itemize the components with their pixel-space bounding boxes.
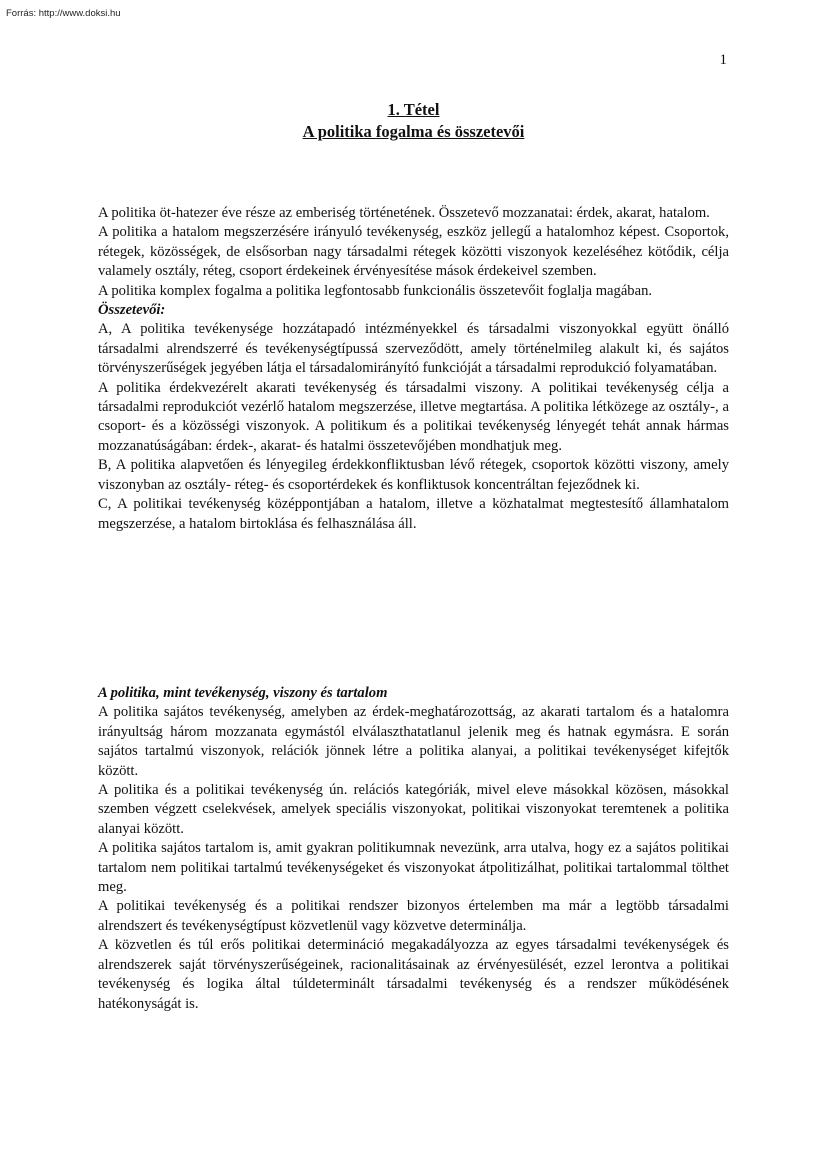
paragraph: A politika a hatalom megszerzésére irányuló tevékenység, eszköz jellegű a hatalomhoz képest. Csoportok, rétegek, közösségek, de elsősorban nagy társadalmi rétegek közötti viszonyok kezeléséhez kötődik, célja valamely osztály, réteg, csoport érdekeinek érvényesítése mások érdekeivel szemben. [98,224,729,280]
section-definition [98,204,729,534]
paragraph: A politika sajátos tartalom is, amit gyakran politikumnak nevezünk, arra utalva, hogy ez a sajátos politikai tartalom nem politikai tartalmú tevékenységeket és viszonyokat átpolitizálhat, politikai tartalommal tölthet meg. [98,840,729,896]
components-heading: Összetevői: [98,302,166,319]
paragraph: A politika és a politikai tevékenység ún. relációs kategóriák, mivel eleve másokkal közösen, másokkal szemben végzett cselekvések, amelyek speciális viszonyokat, politikai viszonyokat teremtenek a politika alanyai között. [98,782,729,837]
paragraph: A politika komplex fogalma a politika legfontosabb funkcionális összetevőit foglalja magában. [98,282,653,299]
section-activity [98,684,729,1014]
source-label: Forrás: http://www.doksi.hu [6,8,121,19]
paragraph: A politikai tevékenység és a politikai rendszer bizonyos értelemben ma már a legtöbb társadalmi alrendszert és tevékenységtípust közvetlenül vagy közvetve determinálja. [98,898,729,934]
component-paragraph: A politika érdekvezérelt akarati tevékenység és társadalmi viszony. A politikai tevékenység célja a társadalmi reprodukciót vezérlő hatalom megszerzése, illetve megtartása. A politika létközege az osztály-, a csoport- és a közösségi viszonyok. A politikum és a politikai tevékenység lényegét tehát annak hármas mozzanatúságában: érdek-, akarat- és hatalmi összetevőjében mondhatjuk meg. [98,379,729,454]
paragraph: A politika öt-hatezer éve része az emberiség történetének. Összetevő mozzanatai: érdek, akarat, hatalom. [98,205,710,221]
title-line-1: 1. Tétel [387,100,440,119]
section-heading: A politika, mint tevékenység, viszony és tartalom [98,685,388,701]
paragraph: A politika sajátos tevékenység, amelyben az érdek-meghatározottság, az akarati tartalom és a hatalomra irányultság három mozzanata egymástól elválaszthatatlanul jelenik meg és hatnak egymásra. E során sajátos tartalmú viszonyok, relációk jönnek létre a politika alanyai, a politikai tevékenységet kifejtők között. [98,704,729,779]
paragraph: A közvetlen és túl erős politikai determináció megakadályozza az egyes társadalmi tevékenységek és alrendszerek saját törvényszerűségeinek, racionalitásainak az érvényesülését, ezzel lerontva a politikai tevékenység és logika által túldeterminált társadalmi tevékenység és a rendszer működésének hatékonyságát is. [98,937,729,1012]
component-paragraph: B, A politika alapvetően és lényegileg érdekkonfliktusban lévő rétegek, csoportok közötti viszony, amely viszonyban az osztály- réteg- és csoportérdekek és konfliktusok koncentráltan fejeződnek ki. [98,457,729,493]
title-line-2: A politika fogalma és összetevői [302,122,525,141]
page-title [98,99,729,143]
page-number: 1 [719,52,727,68]
component-paragraph: A, A politika tevékenysége hozzátapadó intézményekkel és társadalmi viszonyokkal együtt önálló társadalmi alrendszerré és tevékenységtípussá szerveződött, amely történelmileg alakult ki, és sajátos törvényszerűségek jegyében látja el társadalomirányító funkcióját a társadalmi reprodukció folyamatában. [98,321,729,377]
component-paragraph: C, A politikai tevékenység középpontjában a hatalom, illetve a közhatalmat megtestesítő államhatalom megszerzése, a hatalom birtoklása és felhasználása áll. [98,496,729,532]
